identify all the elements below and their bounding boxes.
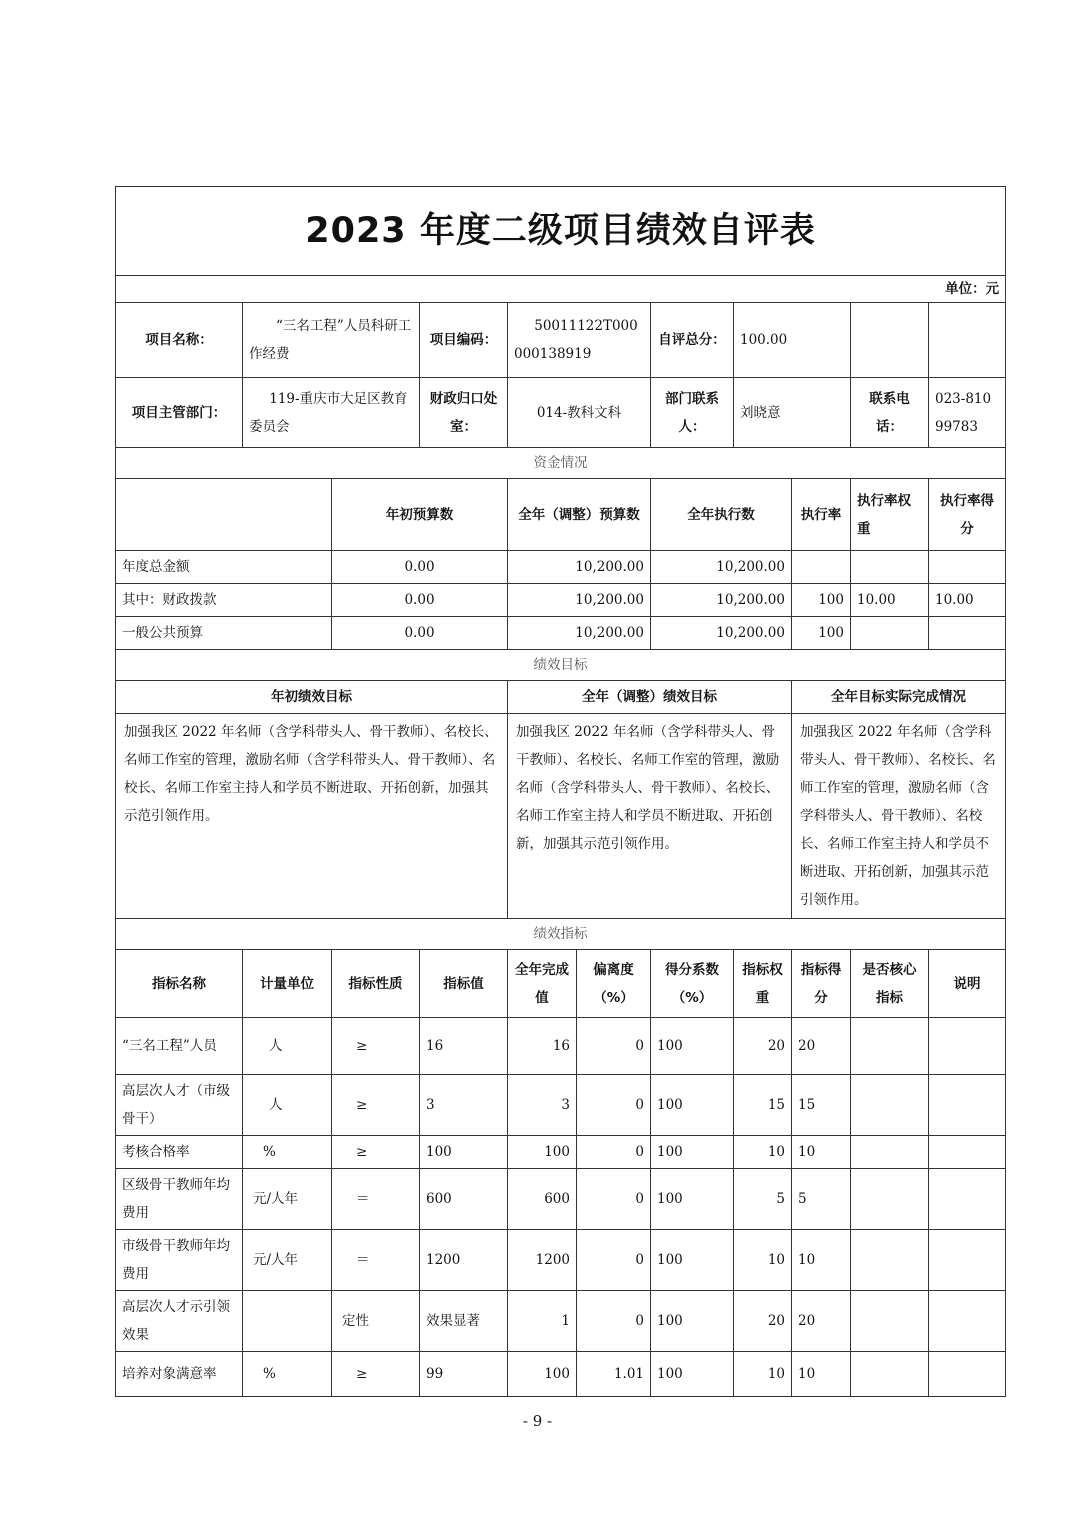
ind-coef: 100 [651,1291,734,1352]
ind-unit: % [243,1352,332,1397]
dept-label: 项目主管部门： [116,378,243,448]
funds-row-executed: 10,200.00 [651,617,792,650]
ind-unit [243,1291,332,1352]
ind-actual: 600 [508,1169,577,1230]
ind-actual: 16 [508,1018,577,1075]
ind-name: 考核合格率 [116,1136,243,1169]
ind-coef: 100 [651,1136,734,1169]
ind-score: 10 [792,1136,851,1169]
ind-note [929,1352,1006,1397]
funds-header-adjusted: 全年（调整）预算数 [508,479,651,551]
ind-deviation: 0 [577,1018,651,1075]
funds-row-score [929,551,1006,584]
ind-note [929,1230,1006,1291]
funds-row-rate: 100 [792,584,851,617]
ind-weight: 20 [734,1018,792,1075]
ind-target: 1200 [420,1230,508,1291]
funds-header-initial: 年初预算数 [332,479,508,551]
ind-core [851,1291,929,1352]
ind-header-actual: 全年完成值 [508,950,577,1018]
ind-weight: 20 [734,1291,792,1352]
funds-row-adjusted: 10,200.00 [508,617,651,650]
ind-deviation: 0 [577,1136,651,1169]
indicator-row [116,1352,1006,1397]
funds-row-initial: 0.00 [332,617,508,650]
ind-note [929,1018,1006,1075]
ind-target: 16 [420,1018,508,1075]
ind-coef: 100 [651,1018,734,1075]
ind-nature: ≥ [332,1352,420,1397]
funds-header-rate: 执行率 [792,479,851,551]
dept-value: 119-重庆市大足区教育委员会 [243,378,420,448]
funds-row-adjusted: 10,200.00 [508,584,651,617]
ind-actual: 3 [508,1075,577,1136]
project-name: “三名工程”人员科研工作经费 [243,303,420,378]
ind-nature: ≥ [332,1075,420,1136]
ind-header-core: 是否核心指标 [851,950,929,1018]
ind-actual: 100 [508,1352,577,1397]
ind-unit: 元/人年 [243,1169,332,1230]
self-score-label: 自评总分： [651,303,734,378]
ind-core [851,1169,929,1230]
ind-score: 5 [792,1169,851,1230]
ind-coef: 100 [651,1230,734,1291]
funds-header-executed: 全年执行数 [651,479,792,551]
goals-header-actual: 全年目标实际完成情况 [792,681,1006,714]
funds-row [116,584,1006,617]
funds-row [116,617,1006,650]
ind-weight: 5 [734,1169,792,1230]
ind-score: 15 [792,1075,851,1136]
goal-adjusted-text: 加强我区 2022 年名师（含学科带头人、骨干教师）、名校长、名师工作室的管理，激励名师（含学科带头人、骨干教师）、名校长、名师工作室主持人和学员不断进取、开拓创新，加强其示范引领作用。 [508,714,792,919]
ind-name: 区级骨干教师年均费用 [116,1169,243,1230]
funds-header-weight: 执行率权重 [851,479,929,551]
ind-header-weight: 指标权重 [734,950,792,1018]
ind-note [929,1291,1006,1352]
funds-row-rate [792,551,851,584]
ind-name: 市级骨干教师年均费用 [116,1230,243,1291]
phone-value: 023-81099783 [929,378,1006,448]
ind-actual: 100 [508,1136,577,1169]
indicator-row [116,1230,1006,1291]
funds-row-name: 年度总金额 [116,551,332,584]
ind-name: 高层次人才示引领效果 [116,1291,243,1352]
ind-deviation: 0 [577,1169,651,1230]
indicator-row [116,1136,1006,1169]
ind-score: 20 [792,1018,851,1075]
funds-section-title: 资金情况 [116,448,1006,479]
funds-header-blank [116,479,332,551]
funds-row-executed: 10,200.00 [651,551,792,584]
funds-row-score [929,617,1006,650]
contact-label: 部门联系人： [651,378,734,448]
phone-label: 联系电话： [851,378,929,448]
page-number: - 9 - [522,1412,553,1430]
ind-core [851,1352,929,1397]
goals-header-initial: 年初绩效目标 [116,681,508,714]
ind-header-name: 指标名称 [116,950,243,1018]
self-score-value: 100.00 [734,303,851,378]
finance-office-value: 014-教科文科 [508,378,651,448]
funds-row-name: 其中：财政拨款 [116,584,332,617]
ind-deviation: 1.01 [577,1352,651,1397]
project-name-label: 项目名称： [116,303,243,378]
ind-nature: ≥ [332,1136,420,1169]
ind-note [929,1075,1006,1136]
ind-weight: 10 [734,1230,792,1291]
indicator-row [116,1018,1006,1075]
ind-header-deviation: 偏离度（%） [577,950,651,1018]
contact-value: 刘晓意 [734,378,851,448]
project-code: 50011122T000000138919 [508,303,651,378]
funds-row-adjusted: 10,200.00 [508,551,651,584]
ind-header-coef: 得分系数（%） [651,950,734,1018]
ind-note [929,1136,1006,1169]
indicator-row [116,1075,1006,1136]
self-evaluation-table [115,186,1006,1397]
ind-name: “三名工程”人员 [116,1018,243,1075]
ind-core [851,1018,929,1075]
ind-unit: 元/人年 [243,1230,332,1291]
project-code-label: 项目编码： [420,303,508,378]
indicator-row [116,1169,1006,1230]
ind-target: 效果显著 [420,1291,508,1352]
ind-core [851,1230,929,1291]
funds-row [116,551,1006,584]
ind-weight: 10 [734,1352,792,1397]
funds-row-rate: 100 [792,617,851,650]
ind-score: 10 [792,1352,851,1397]
ind-target: 99 [420,1352,508,1397]
ind-unit: 人 [243,1075,332,1136]
funds-row-weight [851,551,929,584]
ind-target: 3 [420,1075,508,1136]
funds-row-executed: 10,200.00 [651,584,792,617]
blank-cell [929,303,1006,378]
ind-coef: 100 [651,1352,734,1397]
unit-label: 单位：元 [116,276,1006,303]
page-title: 2023 年度二级项目绩效自评表 [116,187,1006,276]
ind-target: 600 [420,1169,508,1230]
ind-name: 高层次人才（市级骨干） [116,1075,243,1136]
ind-nature: 定性 [332,1291,420,1352]
ind-name: 培养对象满意率 [116,1352,243,1397]
ind-header-target: 指标值 [420,950,508,1018]
funds-header-score: 执行率得分 [929,479,1006,551]
goals-section-title: 绩效目标 [116,650,1006,681]
funds-row-weight: 10.00 [851,584,929,617]
funds-row-weight [851,617,929,650]
ind-header-note: 说明 [929,950,1006,1018]
funds-row-score: 10.00 [929,584,1006,617]
ind-header-nature: 指标性质 [332,950,420,1018]
funds-row-name: 一般公共预算 [116,617,332,650]
ind-score: 20 [792,1291,851,1352]
ind-weight: 10 [734,1136,792,1169]
funds-row-initial: 0.00 [332,584,508,617]
ind-score: 10 [792,1230,851,1291]
ind-nature: ＝ [332,1169,420,1230]
goal-actual-text: 加强我区 2022 年名师（含学科带头人、骨干教师）、名校长、名师工作室的管理，激励名师（含学科带头人、骨干教师）、名校长、名师工作室主持人和学员不断进取、开拓创新，加强其示范引领作用。 [792,714,1006,919]
ind-target: 100 [420,1136,508,1169]
ind-core [851,1075,929,1136]
ind-actual: 1200 [508,1230,577,1291]
ind-coef: 100 [651,1075,734,1136]
ind-deviation: 0 [577,1291,651,1352]
ind-nature: ＝ [332,1230,420,1291]
finance-office-label: 财政归口处室： [420,378,508,448]
blank-cell [851,303,929,378]
ind-coef: 100 [651,1169,734,1230]
ind-deviation: 0 [577,1075,651,1136]
ind-deviation: 0 [577,1230,651,1291]
ind-actual: 1 [508,1291,577,1352]
indicator-row [116,1291,1006,1352]
ind-nature: ≥ [332,1018,420,1075]
ind-unit: 人 [243,1018,332,1075]
ind-unit: % [243,1136,332,1169]
funds-row-initial: 0.00 [332,551,508,584]
goal-initial-text: 加强我区 2022 年名师（含学科带头人、骨干教师）、名校长、名师工作室的管理，激励名师（含学科带头人、骨干教师）、名校长、名师工作室主持人和学员不断进取、开拓创新，加强其示范引领作用。 [116,714,508,919]
ind-weight: 15 [734,1075,792,1136]
ind-header-score: 指标得分 [792,950,851,1018]
ind-header-unit: 计量单位 [243,950,332,1018]
indicators-section-title: 绩效指标 [116,919,1006,950]
goals-header-adjusted: 全年（调整）绩效目标 [508,681,792,714]
ind-core [851,1136,929,1169]
ind-note [929,1169,1006,1230]
